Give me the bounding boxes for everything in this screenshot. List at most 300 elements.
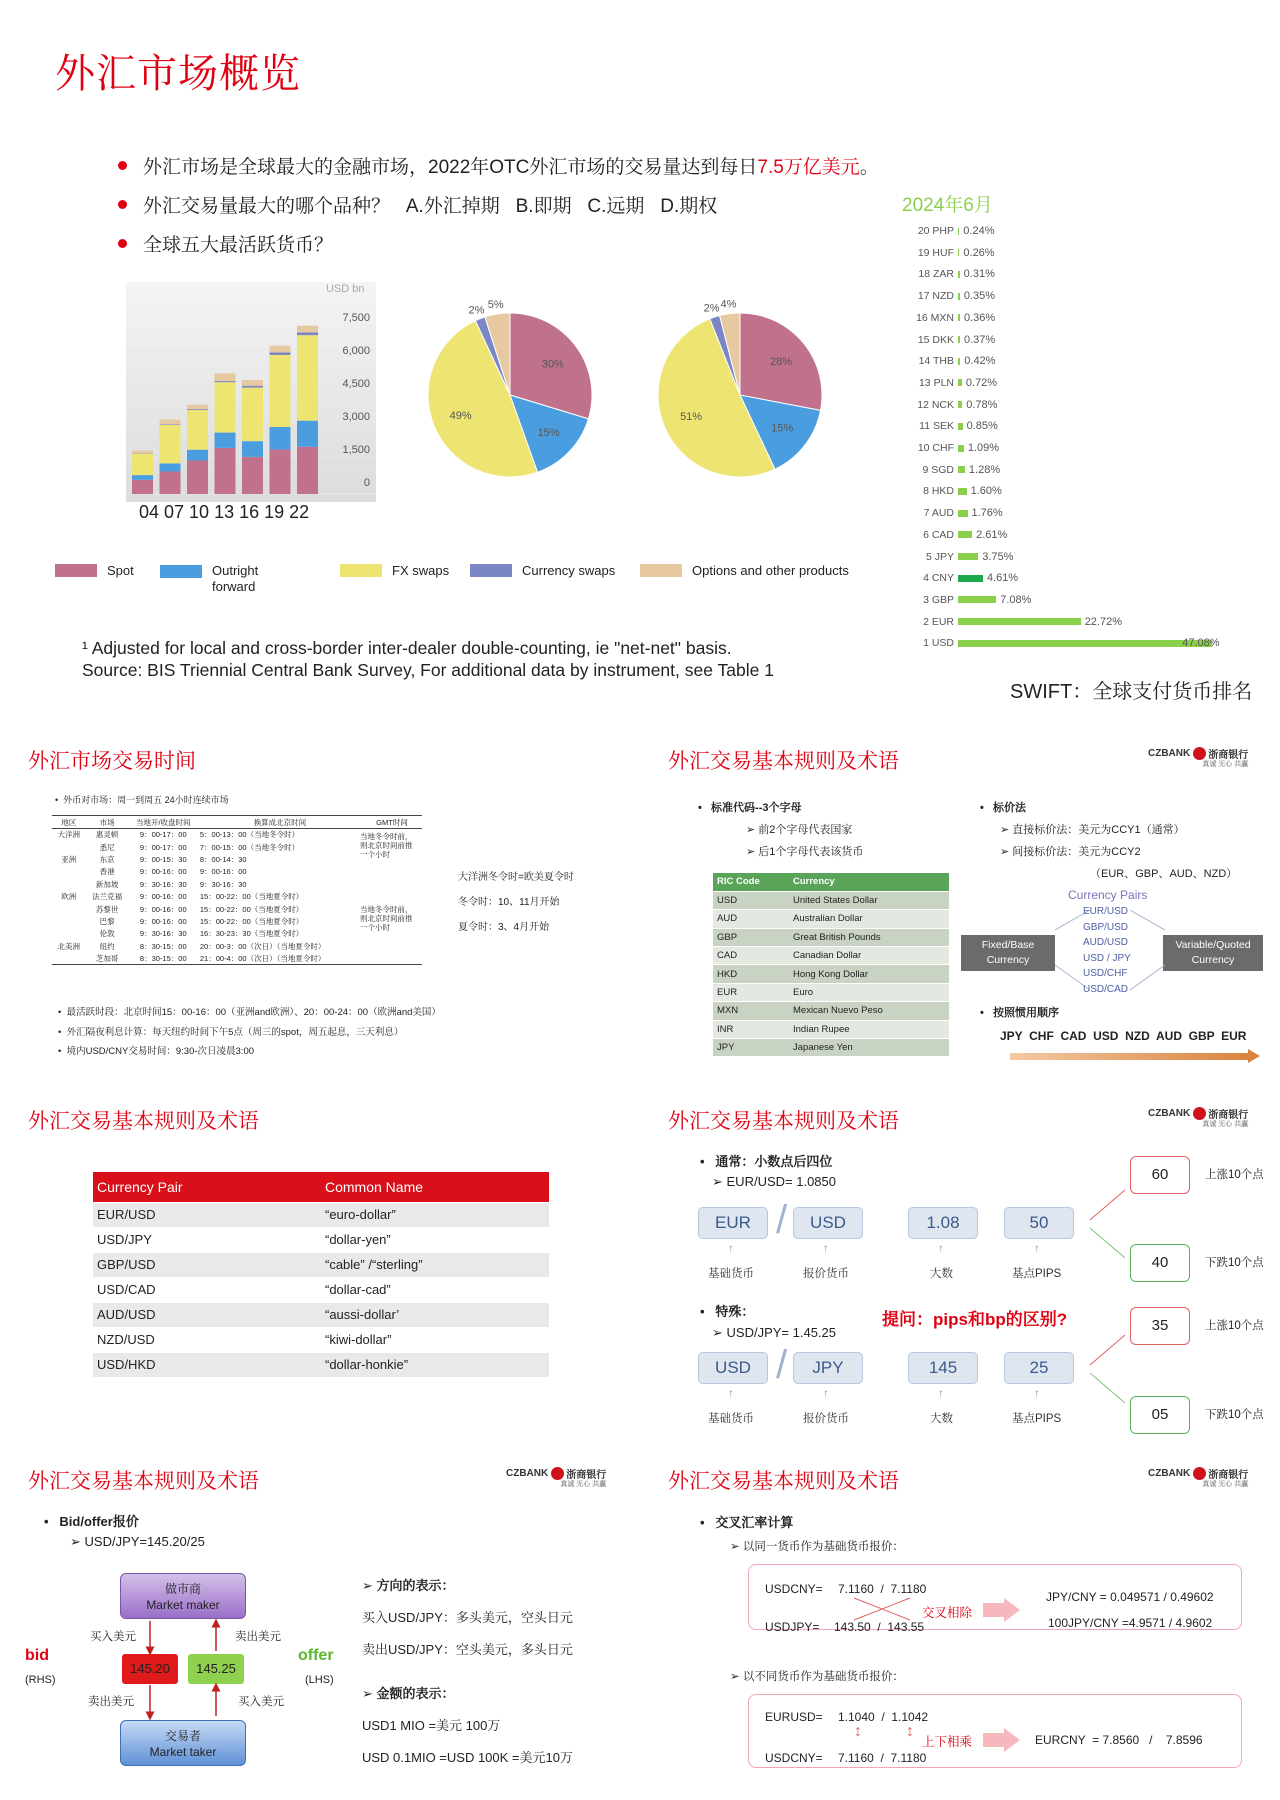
swift-label: 6 CAD	[923, 528, 954, 541]
cp-title: Currency Pairs	[1068, 888, 1148, 902]
dir-title-text: 方向的表示：	[376, 1578, 455, 1593]
swift-row	[880, 461, 1000, 479]
bank-slogan: 真诚 无心 共赢	[1202, 1121, 1249, 1128]
ric-header: Currency	[789, 873, 949, 891]
bo-example-text: USD/JPY=145.20/25	[84, 1534, 205, 1549]
table-row	[52, 890, 422, 902]
hours-cell: 5：00-13：00（当地冬令时）	[199, 830, 300, 840]
hours-cell: 法兰克福	[92, 892, 123, 902]
legend-swatch	[160, 565, 202, 578]
slash: /	[776, 1343, 788, 1387]
order-arrow	[1010, 1053, 1250, 1060]
pie-label: 51%	[680, 411, 703, 424]
table-row	[93, 1352, 549, 1377]
cp-cell: USD/HKD	[93, 1352, 321, 1377]
legend-fxswaps	[340, 563, 449, 578]
bank-name: CZBANK	[1148, 748, 1191, 759]
swift-row	[880, 417, 998, 435]
hours-cell: 8：30-15：00	[139, 953, 187, 963]
cp-cell: NZD/USD	[93, 1327, 321, 1352]
swift-value: 4.61%	[986, 572, 1019, 585]
hours-cell	[52, 915, 86, 927]
swift-label: 15 DKK	[917, 333, 954, 346]
table-row	[713, 965, 949, 983]
label-big: 大数	[930, 1268, 953, 1280]
quote-item: （EUR、GBP、AUD、NZD）	[1090, 868, 1238, 880]
swift-value: 0.24%	[963, 225, 995, 237]
ric-cell: United States Dollar	[789, 891, 949, 909]
arrow-right-icon-head	[1004, 1728, 1020, 1752]
table-row	[713, 1039, 949, 1057]
special-example: ➢ USD/JPY= 1.45.25	[712, 1325, 836, 1340]
hours-cell	[362, 878, 422, 890]
bank-name-cn: 浙商银行	[1208, 1110, 1249, 1121]
bar-chart-unit: USD bn	[326, 283, 365, 295]
same-base-text: 以同一货币作为基础货币报价：	[742, 1541, 904, 1553]
std-item-text: 后1个字母代表该货币	[758, 846, 864, 858]
bar-segment	[242, 441, 263, 457]
arrow-up: ↑	[1034, 1243, 1040, 1255]
s2-bullet-text: 境内USD/CNY交易时间：9:30-次日凌晨3:00	[66, 1046, 255, 1057]
bar-segment	[270, 346, 291, 353]
updown-label: 上下相乘	[922, 1735, 973, 1749]
normal-example-text: EUR/USD= 1.0850	[726, 1174, 836, 1189]
swift-bar	[958, 640, 1212, 647]
pie-label: 30%	[541, 358, 564, 371]
swift-row	[880, 482, 1002, 500]
cp-cell: USD/CAD	[93, 1277, 321, 1302]
label-base: 基础货币	[708, 1268, 754, 1280]
variable-box: Variable/Quoted Currency	[1163, 935, 1263, 971]
label-quote: 报价货币	[803, 1413, 849, 1425]
hours-cell: 15：00-22：00（当地夏令时）	[199, 916, 304, 926]
hours-cell: 9：00-16：00	[139, 904, 187, 914]
swift-value: 22.72%	[1084, 615, 1122, 628]
table-row	[713, 983, 949, 1001]
quote-block	[980, 797, 1237, 885]
bar-segment	[215, 433, 236, 448]
swift-value: 0.26%	[963, 246, 995, 259]
bullet-dot: •	[55, 795, 64, 805]
bid-price: 145.20	[122, 1654, 178, 1684]
swift-value: 0.36%	[963, 311, 996, 324]
bullet-2	[118, 191, 717, 218]
swift-bar	[958, 358, 960, 365]
table-row	[93, 1327, 549, 1352]
usdcny-label: USDCNY=	[765, 1582, 823, 1596]
box-base: EUR	[698, 1207, 768, 1239]
arrow-right-icon-head	[1004, 1598, 1020, 1622]
swift-label: 17 NZD	[917, 290, 954, 303]
table-row	[52, 878, 422, 890]
pips-up-2: 35	[1130, 1307, 1190, 1345]
bo-label: 卖出美元	[88, 1696, 134, 1708]
amt-title-text: 金额的表示：	[376, 1686, 455, 1701]
bullet-dot	[118, 239, 127, 248]
cp-cell: “dollar-honkie”	[321, 1352, 549, 1377]
special-title: • 特殊：	[700, 1304, 755, 1319]
quote-title-text: 标价法	[993, 802, 1027, 814]
swift-value: 0.42%	[964, 355, 996, 368]
amt-title: ➢ 金额的表示：	[362, 1686, 455, 1701]
hours-cell	[52, 903, 86, 915]
swift-label: 19 HUF	[917, 246, 954, 259]
swift-row	[880, 504, 1003, 522]
usdcny2-label: USDCNY=	[765, 1751, 823, 1765]
hours-cell: 伦敦	[99, 929, 115, 939]
bar-segment	[160, 425, 181, 463]
bank-slogan: 真诚 无心 共赢	[1202, 1481, 1249, 1488]
label-pips: 基点PIPS	[1012, 1413, 1062, 1425]
bar-chart-yaxis	[330, 312, 370, 492]
table-row	[52, 940, 422, 952]
bar-segment	[187, 410, 208, 450]
ytick: 7,500	[342, 312, 370, 324]
arrow-up: ↑	[728, 1243, 734, 1255]
hours-cell: 8：30-15：00	[139, 941, 187, 951]
legend-label: Currency swaps	[522, 563, 616, 578]
ric-cell: Euro	[789, 983, 949, 1001]
cp-item: AUD/USD	[1083, 937, 1129, 948]
swift-bar	[958, 423, 963, 430]
common-name-table	[93, 1172, 549, 1378]
bar-segment	[160, 472, 181, 495]
swift-row	[880, 439, 999, 457]
hours-cell: 8：00-14：30	[199, 854, 247, 864]
bar-segment	[160, 463, 181, 471]
bar-segment	[132, 480, 153, 494]
pie-label: 28%	[770, 356, 793, 369]
table-row	[93, 1302, 549, 1327]
hours-cell: 9：30-16：30	[199, 879, 247, 889]
swift-row	[880, 309, 995, 327]
bar-segment	[132, 454, 153, 475]
diff-base: ➢ 以不同货币作为基础货币报价：	[730, 1671, 904, 1683]
offer-price: 145.25	[188, 1654, 244, 1684]
ytick: 0	[363, 477, 370, 489]
table-row	[713, 1020, 949, 1038]
order-title: • 按照惯用顺序	[980, 1007, 1060, 1019]
bar-segment	[270, 355, 291, 427]
direction-block	[362, 1570, 573, 1666]
ric-cell: EUR	[713, 983, 789, 1001]
bar-segment	[297, 332, 318, 335]
s2-bullet-text: 外汇隔夜利息计算：每天纽约时间下午5点（周三的spot，周五起息，三天利息）	[66, 1026, 404, 1038]
hours-cell: 9：00-17：00	[139, 830, 187, 840]
normal-title: • 通常：小数点后四位	[700, 1154, 833, 1169]
arrow-up: ↑	[823, 1243, 829, 1255]
labels-row-2	[698, 1388, 1078, 1428]
swift-value: 0.78%	[966, 398, 998, 411]
swift-bar	[958, 379, 962, 386]
hours-cell	[362, 952, 422, 964]
bar-segment	[132, 475, 153, 480]
ric-cell: HKD	[713, 965, 789, 983]
hours-cell: 纽约	[99, 941, 115, 951]
swift-value: 1.28%	[968, 463, 1001, 476]
bank-name: CZBANK	[1148, 1468, 1191, 1479]
bar-segment	[160, 424, 181, 425]
box-big: 1.08	[908, 1207, 978, 1239]
hours-header: 地区	[52, 816, 86, 829]
s2-bullet: • 境内USD/CNY交易时间：9:30-次日凌晨3:00	[58, 1046, 255, 1057]
swift-row	[880, 569, 1018, 587]
slide-title: 外汇交易基本规则及术语	[668, 1470, 899, 1493]
table-row	[93, 1277, 549, 1302]
cross-title: • 交叉汇率计算	[700, 1515, 794, 1530]
box-quote: USD	[793, 1207, 863, 1239]
swift-bar	[958, 510, 968, 517]
bullet-3	[118, 230, 333, 257]
swift-row	[880, 244, 995, 262]
bar-segment	[187, 405, 208, 410]
footnote-line: Source: BIS Triennial Central Bank Survey, For additional data by instrument, see Table 1	[82, 660, 774, 680]
hours-cell: 芝加哥	[95, 953, 119, 963]
quote-title: • 标价法	[980, 802, 1027, 814]
market-maker-box: 做市商 Market maker	[120, 1573, 246, 1619]
bar-segment	[242, 457, 263, 494]
swift-label: 13 PLN	[918, 376, 954, 389]
rhs-label: (RHS)	[25, 1674, 56, 1686]
bid-label: bid	[25, 1647, 49, 1664]
bar-segment	[242, 380, 263, 386]
offer-label: offer	[298, 1647, 334, 1664]
special-example-text: USD/JPY= 1.45.25	[726, 1325, 836, 1340]
eurusd-value: 1.1040 / 1.1042	[838, 1710, 929, 1724]
swift-value: 0.31%	[963, 268, 995, 281]
cp-cell: “dollar-cad”	[321, 1277, 549, 1302]
hours-cell	[52, 928, 86, 940]
swift-value: 0.85%	[966, 420, 998, 433]
legend-swatch	[640, 564, 682, 577]
order-arrow-head	[1248, 1049, 1260, 1063]
bar-segment	[297, 447, 318, 494]
swift-value: 0.72%	[965, 376, 998, 389]
table-row	[713, 910, 949, 928]
swift-bar	[958, 531, 972, 538]
slide-title: 外汇交易基本规则及术语	[668, 750, 899, 773]
ric-cell: AUD	[713, 910, 789, 928]
swift-bar	[958, 293, 960, 300]
eurcny-result: EURCNY = 7.8560 / 7.8596	[1035, 1733, 1203, 1747]
normal-example: ➢ EUR/USD= 1.0850	[712, 1174, 836, 1189]
bullet-suffix: 。	[859, 157, 879, 178]
quote-item: ➢ 直接标价法：美元为CCY1（通常）	[1000, 824, 1185, 836]
jpycny100-result: 100JPY/CNY =4.9571 / 4.9602	[1048, 1616, 1213, 1630]
legend-swatch	[340, 564, 382, 577]
usdjpy-label: USDJPY=	[765, 1620, 820, 1634]
cp-item: USD/CAD	[1083, 983, 1129, 995]
pie-label: 2%	[468, 304, 485, 317]
swift-label: 2 EUR	[923, 615, 954, 628]
swift-value: 2.61%	[976, 528, 1008, 541]
swift-row	[880, 287, 995, 305]
diff-base-text: 以不同货币作为基础货币报价：	[742, 1671, 904, 1683]
bar-segment	[270, 449, 291, 494]
hours-cell: 20：00-3：00（次日）（当地夏令时）	[199, 941, 326, 951]
slide-title: 外汇交易基本规则及术语	[668, 1110, 899, 1133]
legend-swatch	[470, 564, 512, 577]
swift-bar	[958, 575, 983, 582]
ytick: 6,000	[342, 345, 370, 357]
bank-logo	[506, 1466, 607, 1488]
bar-segment	[297, 421, 318, 447]
slide-title: 外汇交易基本规则及术语	[28, 1110, 259, 1133]
ric-cell: Japanese Yen	[789, 1039, 949, 1057]
cp-cell: “euro-dollar”	[321, 1202, 549, 1227]
bank-logo	[1148, 746, 1249, 768]
table-row	[93, 1227, 549, 1252]
bullet-1	[118, 152, 879, 179]
hours-header: 当地开/收盘时间	[129, 816, 198, 829]
amt-item: USD1 MIO =美元 100万	[362, 1718, 501, 1733]
legend-spot	[55, 563, 134, 578]
quote-item-text: 间接标价法：美元为CCY2	[1012, 846, 1141, 858]
bar-chart-xlabels: 04 07 10 13 16 19 22	[139, 502, 310, 522]
pips-down-1: 40	[1130, 1244, 1190, 1282]
swift-row	[880, 396, 997, 414]
box-pips: 50	[1004, 1207, 1074, 1239]
bar-segment	[242, 386, 263, 388]
bo-label: 卖出美元	[235, 1631, 281, 1643]
hours-cell	[362, 866, 422, 878]
legend-ccyswaps	[470, 563, 615, 578]
hours-cell: 9：00-17：00	[139, 842, 187, 852]
pips-up-1: 60	[1130, 1156, 1190, 1194]
legend-label: Options and other products	[692, 563, 849, 578]
bank-logo	[1148, 1106, 1249, 1128]
hours-cell: 惠灵顿	[95, 830, 119, 840]
hours-cell: 21：00-4：00（次日）（当地夏令时）	[199, 953, 326, 963]
hours-cell: 9：00-16：00	[139, 867, 187, 877]
std-item: ➢ 后1个字母代表该货币	[746, 846, 864, 858]
std-item-text: 前2个字母代表国家	[758, 824, 853, 836]
swift-value: 3.75%	[982, 550, 1014, 563]
cp-item: USD / JPY	[1083, 952, 1131, 964]
hours-cell	[52, 866, 86, 878]
cross-lines	[846, 1594, 926, 1624]
cp-cell: “kiwi-dollar”	[321, 1327, 549, 1352]
bullet-dot	[118, 200, 127, 209]
swift-label: 9 SGD	[922, 463, 954, 476]
bank-name: CZBANK	[1148, 1108, 1191, 1119]
bar-segment	[187, 460, 208, 494]
bo-label: 买入美元	[238, 1696, 284, 1708]
bar-segment	[242, 388, 263, 442]
cp-item: GBP/USD	[1083, 921, 1129, 933]
s2-side-2: 冬令时：10、11月开始	[458, 897, 560, 908]
hours-cell: 欧洲	[61, 892, 77, 902]
slide-title: 外汇交易基本规则及术语	[28, 1470, 259, 1493]
special-title-text: 特殊：	[715, 1304, 755, 1319]
cross-divide-label: 交叉相除	[922, 1606, 973, 1620]
arrow-up: ↑	[1034, 1388, 1040, 1400]
legend-label: Outright forward	[212, 563, 259, 594]
hours-cell: 悉尼	[99, 842, 115, 852]
s2-side-3: 夏令时：3、4月开始	[458, 922, 550, 933]
lhs-label: (LHS)	[305, 1674, 334, 1686]
swift-bar	[958, 445, 964, 452]
bo-title-text: Bid/offer报价	[59, 1514, 139, 1529]
arrow-right-icon	[983, 1603, 1005, 1617]
bar-segment	[187, 450, 208, 461]
s2-bullet: • 最活跃时段：北京时间15：00-16：00（亚洲and欧洲）、20：00-24：00（欧洲and美国）	[58, 1007, 441, 1018]
label-base: 基础货币	[708, 1413, 754, 1425]
hours-cell: 9：00-16：00	[139, 916, 187, 926]
swift-row	[880, 352, 995, 370]
bullet-text: 全球五大最活跃货币？	[143, 235, 334, 256]
amt-item: USD 0.1MIO =USD 100K =美元10万	[362, 1750, 573, 1765]
order-list: JPY CHF CAD USD NZD AUD GBP EUR	[1000, 1029, 1247, 1043]
swift-ranking-chart	[880, 222, 1270, 662]
cp-cell: “dollar-yen”	[321, 1227, 549, 1252]
gmt-note-2: 当地冬令时前，则北京时间前推一个小时	[360, 905, 413, 932]
hours-cell: 亚洲	[61, 854, 77, 864]
s2-bullet: • 外汇隔夜利息计算：每天纽约时间下午5点（周三的spot，周五起息，三天利息）	[58, 1026, 404, 1038]
cp-list	[1083, 904, 1131, 997]
swift-label: 10 CHF	[917, 442, 954, 454]
swift-row	[880, 591, 1031, 609]
cp-cell: “aussi-dollar’	[321, 1302, 549, 1327]
footnote	[82, 637, 774, 681]
jpycny-result: JPY/CNY = 0.049571 / 0.49602	[1046, 1590, 1214, 1604]
swift-value: 1.09%	[967, 442, 1000, 454]
swift-label: 4 CNY	[923, 572, 954, 585]
pie-chart-2022	[640, 290, 840, 500]
up-label: 上涨10个点	[1205, 1320, 1264, 1332]
pips-arrows	[1085, 1170, 1135, 1430]
slash: /	[776, 1198, 788, 1242]
hours-header: 市场	[86, 816, 129, 829]
ytick: 3,000	[342, 411, 370, 423]
s2-intro-text: 外币对市场：周一到周五 24小时连续市场	[63, 795, 229, 805]
swift-caption: SWIFT：全球支付货币排名	[1010, 681, 1253, 703]
normal-title-text: 通常：小数点后四位	[715, 1154, 833, 1169]
hours-cell: 北美洲	[57, 941, 81, 951]
std-title-text: 标准代码--3个字母	[711, 802, 802, 814]
bullet-text: 外汇交易量最大的哪个品种？ A.外汇掉期 B.即期 C.远期 D.期权	[143, 196, 718, 217]
bank-name-cn: 浙商银行	[1208, 750, 1249, 761]
hours-cell: 大洋洲	[57, 830, 81, 840]
hours-cell: 苏黎世	[95, 904, 119, 914]
pie-label: 15%	[537, 426, 560, 439]
bank-logo	[1148, 1466, 1249, 1488]
hours-cell: 9：00-15：30	[139, 854, 187, 864]
pie-label: 49%	[449, 410, 472, 423]
ric-cell: Hong Kong Dollar	[789, 965, 949, 983]
hours-cell: 16：30-23：30（当地夏令时）	[199, 929, 304, 939]
table-row	[52, 952, 422, 964]
slide-title: 外汇市场交易时间	[28, 750, 196, 773]
ric-cell: INR	[713, 1020, 789, 1038]
swift-label: 20 PHP	[917, 225, 954, 237]
bar-segment	[160, 420, 181, 425]
up-label: 上涨10个点	[1205, 1169, 1264, 1181]
updown-arrow-icon: ↕	[906, 1723, 914, 1740]
cp-cell: EUR/USD	[93, 1202, 321, 1227]
ytick: 4,500	[342, 378, 370, 390]
pie-label: 2%	[703, 302, 720, 315]
hours-cell: 9：30-16：30	[139, 879, 187, 889]
hours-cell: 香港	[99, 867, 115, 877]
footnote-line: ¹ Adjusted for local and cross-border inter-dealer double-counting, ie "net-net" basis.	[82, 638, 732, 658]
swift-value: 47.08%	[1182, 637, 1220, 650]
hours-cell: 新加坡	[95, 879, 119, 889]
table-row	[52, 866, 422, 878]
cp-item: EUR/USD	[1083, 906, 1129, 917]
bank-slogan: 真诚 无心 共赢	[1202, 761, 1249, 768]
ric-cell: Great British Pounds	[789, 928, 949, 946]
